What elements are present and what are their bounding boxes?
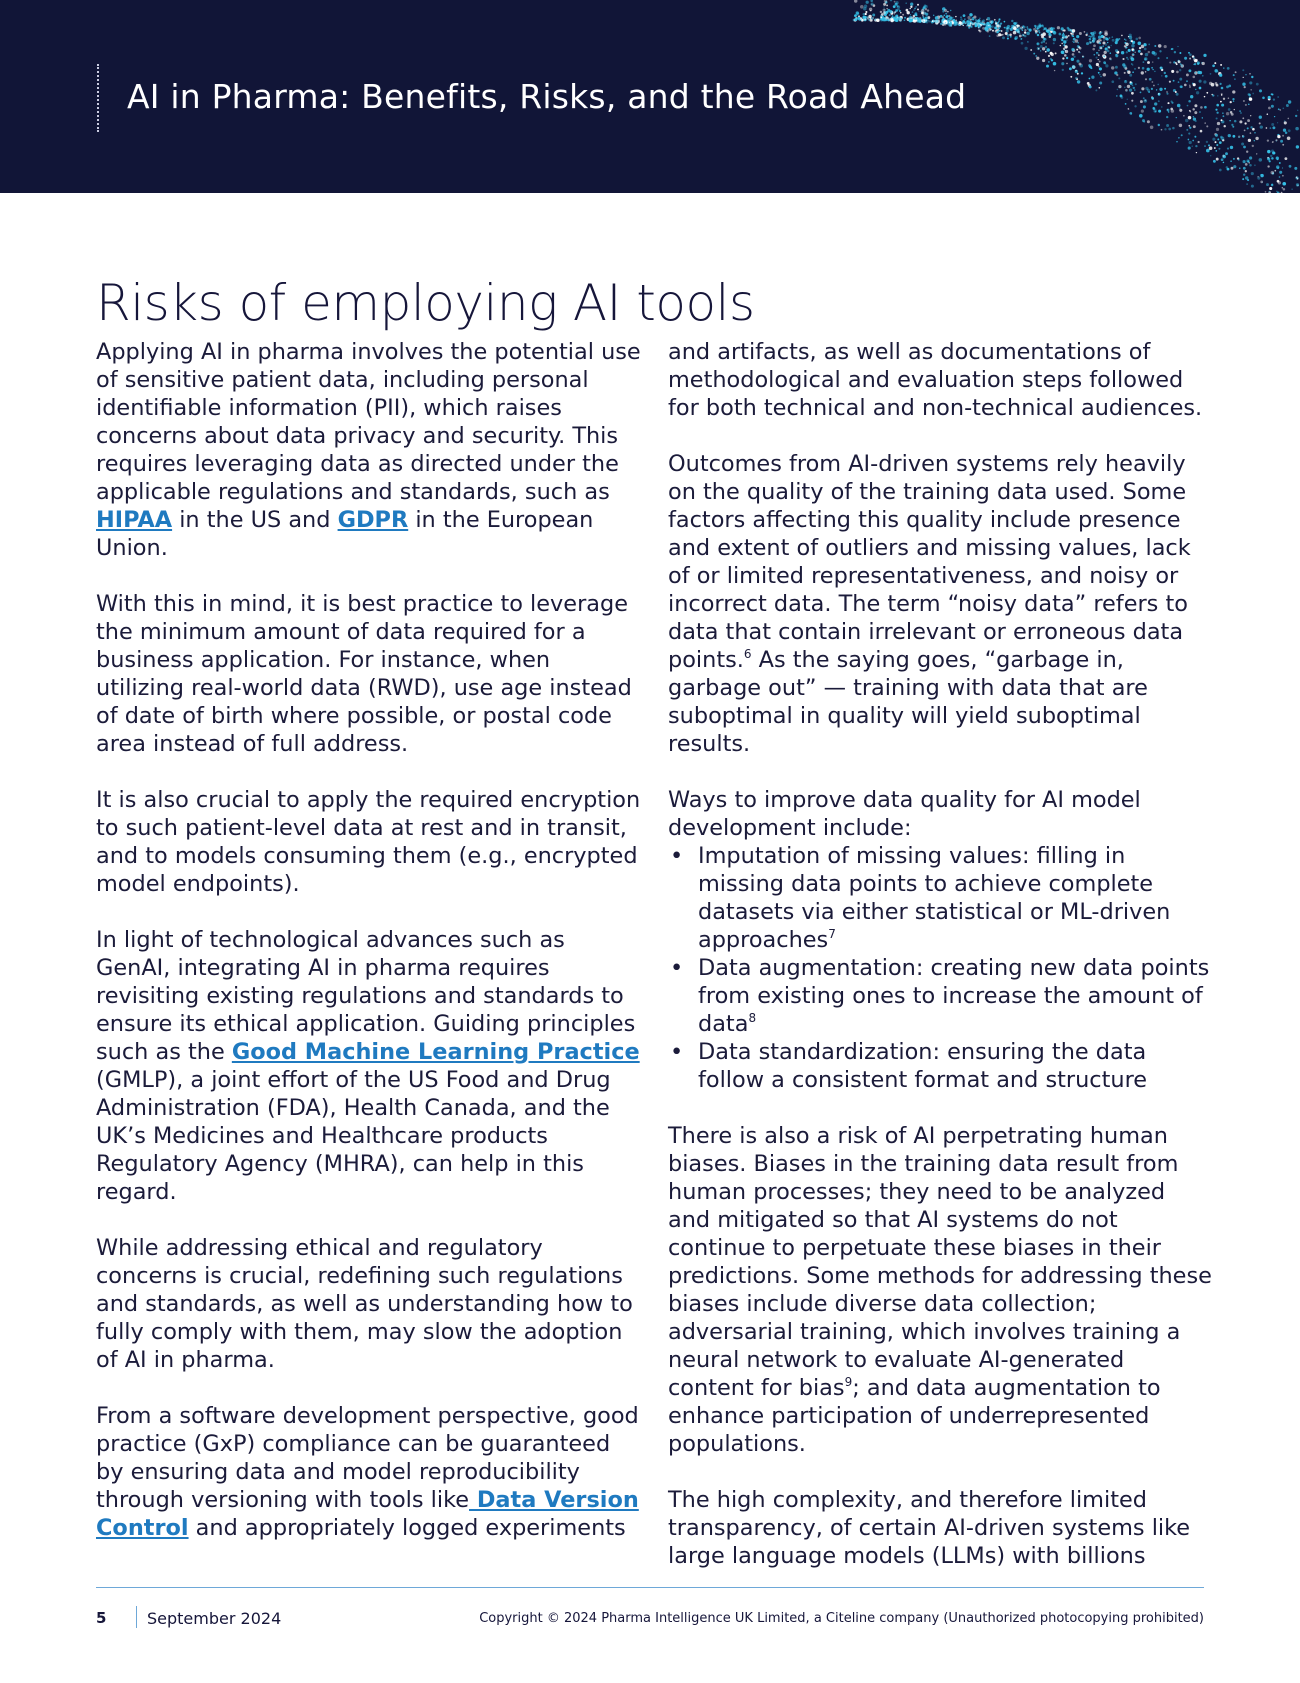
left-column bbox=[96, 338, 641, 1570]
gdpr-link[interactable]: GDPR bbox=[337, 507, 409, 533]
paragraph-privacy: Applying AI in pharma involves the potential use of sensitive patient data, including personal identifiable information (PII), which raises concerns about data privacy and security. This requires leveraging data as directed under the applicable regulations and standards, such as HIPAA in the US and GDPR in the European Union. bbox=[96, 339, 641, 561]
paragraph-gxp: From a software development perspective, good practice (GxP) compliance can be guaranteed by ensuring data and model reproducibility through versioning with tools like Data Version Control and appropriately logged experiments bbox=[96, 1403, 639, 1541]
section-title: Risks of employing AI tools bbox=[96, 273, 755, 332]
footnote-ref: 9 bbox=[844, 1375, 853, 1389]
paragraph-encryption: It is also crucial to apply the required encryption to such patient-level data at rest and in transit, and to models consuming them (e.g., encrypted model endpoints). bbox=[96, 787, 641, 897]
gmlp-link[interactable]: Good Machine Learning Practice bbox=[231, 1039, 640, 1065]
page-header-banner bbox=[0, 0, 1300, 193]
paragraph-minimum-data: With this in mind, it is best practice to leverage the minimum amount of data required for a business application. For instance, when utilizing real-world data (RWD), use age instead of date of birth where possible, or postal code area instead of full address. bbox=[96, 591, 632, 757]
paragraph-ways-intro: Ways to improve data quality for AI model development include: bbox=[668, 787, 1141, 841]
quality-bullet-list bbox=[668, 842, 1213, 1094]
list-item: • Data augmentation: creating new data points from existing ones to increase the amount of data$^8$ bbox=[668, 954, 1213, 1038]
right-column bbox=[668, 338, 1213, 1598]
list-item: • Imputation of missing values: filling in missing data points to achieve complete datasets via either statistical or ML-driven approaches$^7$ bbox=[668, 842, 1213, 954]
page-number: 5 bbox=[96, 1609, 107, 1627]
paragraph-artifacts: and artifacts, as well as documentations of methodological and evaluation steps followed for both technical and non-technical audiences. bbox=[668, 339, 1203, 421]
paragraph-data-quality: Outcomes from AI-driven systems rely heavily on the quality of the training data used. Some factors affecting this quality include presence and extent of outliers and missing values, lack of or limited representativeness, and noisy or incorrect data. The term “noisy data” refers to data that contain irrelevant or erroneous data points.$^6$ As the saying goes, “garbage in, garbage out” — training with data that are suboptimal in quality will yield suboptimal results. bbox=[668, 451, 1191, 757]
paragraph-biases: There is also a risk of AI perpetrating human biases. Biases in the training data result from human processes; they need to be analyzed and mitigated so that AI systems do not continue to perpetuate these biases in their predictions. Some methods for addressing these biases include diverse data collection; adversarial training, which involves training a neural network to evaluate AI-generated content for bias$^9$; and data augmentation to enhance participation of underrepresented populations. bbox=[668, 1123, 1212, 1457]
footnote-ref: 6 bbox=[743, 647, 752, 661]
paragraph-complexity: The high complexity, and therefore limited transparency, of certain AI-driven systems like large language models (LLMs) with billions bbox=[668, 1487, 1191, 1569]
footnote-ref: 7 bbox=[828, 927, 836, 941]
paragraph-regulations: In light of technological advances such as GenAI, integrating AI in pharma requires revisiting existing regulations and standards to ensure its ethical application. Guiding principles such as the Good Machine Learning Practice (GMLP), a joint effort of the US Food and Drug Administration (FDA), Health Canada, and the UK’s Medicines and Healthcare products Regulatory Agency (MHRA), can help in this regard. bbox=[96, 927, 640, 1205]
header-dotted-rule bbox=[97, 64, 99, 132]
dvc-link[interactable]: Data Version Control bbox=[96, 1487, 639, 1541]
copyright-notice: Copyright © 2024 Pharma Intelligence UK Limited, a Citeline company (Unauthorized photocopying prohibited) bbox=[479, 1611, 1204, 1626]
footer-divider bbox=[136, 1606, 137, 1628]
footnote-ref: 8 bbox=[748, 1011, 757, 1025]
list-item: • Data standardization: ensuring the data follow a consistent format and structure bbox=[668, 1038, 1213, 1094]
footer-rule bbox=[96, 1587, 1204, 1588]
report-title: AI in Pharma: Benefits, Risks, and the Road Ahead bbox=[127, 77, 967, 116]
hipaa-link[interactable]: HIPAA bbox=[96, 507, 173, 533]
paragraph-adoption: While addressing ethical and regulatory concerns is crucial, redefining such regulations and standards, as well as understanding how to fully comply with them, may slow the adoption of AI in pharma. bbox=[96, 1235, 633, 1373]
publication-date: September 2024 bbox=[147, 1609, 282, 1628]
